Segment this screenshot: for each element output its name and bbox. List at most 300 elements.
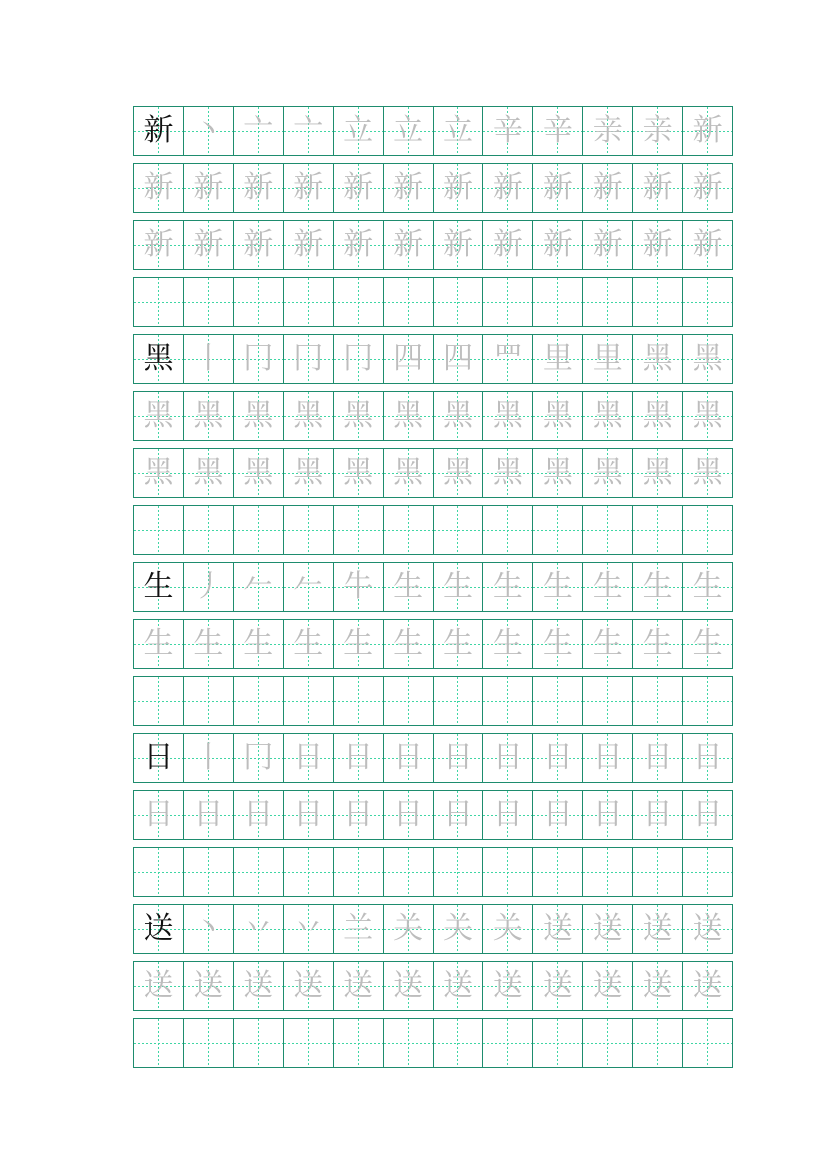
grid-cell[interactable] [433, 563, 483, 611]
grid-cell[interactable] [383, 962, 433, 1010]
grid-cell[interactable] [333, 563, 383, 611]
grid-cell[interactable] [682, 848, 732, 896]
trace-character: 生 [592, 569, 623, 604]
grid-cell[interactable] [582, 221, 632, 269]
grid-cell[interactable] [482, 905, 532, 953]
grid-cell[interactable] [682, 1019, 732, 1067]
trace-character: 丨 [193, 740, 224, 775]
grid-cell[interactable] [482, 962, 532, 1010]
grid-cell[interactable] [333, 1019, 383, 1067]
grid-cell[interactable] [682, 905, 732, 953]
grid-cell[interactable] [333, 392, 383, 440]
grid-cell[interactable] [632, 335, 682, 383]
grid-cell[interactable] [532, 563, 582, 611]
trace-character: 新 [293, 227, 324, 262]
trace-character: 生 [143, 626, 174, 661]
grid-cell[interactable] [233, 506, 283, 554]
grid-cell[interactable] [383, 734, 433, 782]
grid-cell[interactable] [134, 620, 183, 668]
grid-cell[interactable] [333, 677, 383, 725]
grid-cell[interactable] [632, 563, 682, 611]
grid-cell[interactable] [682, 221, 732, 269]
trace-character: 生 [193, 626, 224, 661]
grid-cell[interactable] [682, 734, 732, 782]
grid-cell[interactable] [582, 677, 632, 725]
grid-cell[interactable] [333, 962, 383, 1010]
grid-cell[interactable] [632, 107, 682, 155]
trace-character: 关 [442, 911, 473, 946]
grid-cell[interactable] [134, 791, 183, 839]
grid-cell[interactable] [183, 734, 233, 782]
grid-cell[interactable] [682, 677, 732, 725]
trace-character: 新 [143, 170, 174, 205]
grid-cell[interactable] [333, 791, 383, 839]
grid-cell[interactable] [283, 392, 333, 440]
trace-character: 黑 [542, 455, 573, 490]
grid-cell[interactable] [333, 449, 383, 497]
grid-cell[interactable] [283, 962, 333, 1010]
grid-cell[interactable] [682, 107, 732, 155]
grid-cell[interactable] [183, 1019, 233, 1067]
grid-cell[interactable] [582, 848, 632, 896]
grid-cell[interactable] [433, 734, 483, 782]
grid-cell[interactable] [183, 278, 233, 326]
grid-cell[interactable] [482, 620, 532, 668]
trace-character: 新 [592, 227, 623, 262]
practice-row [133, 961, 733, 1011]
grid-cell[interactable] [283, 848, 333, 896]
trace-character: 生 [642, 569, 673, 604]
grid-cell[interactable] [682, 278, 732, 326]
grid-cell[interactable] [532, 449, 582, 497]
grid-cell[interactable] [433, 962, 483, 1010]
grid-cell[interactable] [183, 107, 233, 155]
trace-character: 里 [592, 341, 623, 376]
grid-cell[interactable] [283, 449, 333, 497]
trace-character: 辛 [492, 113, 523, 148]
grid-cell[interactable] [183, 164, 233, 212]
trace-character: 新 [343, 227, 374, 262]
grid-cell[interactable] [532, 221, 582, 269]
grid-cell[interactable] [682, 392, 732, 440]
trace-character: 生 [692, 569, 723, 604]
grid-cell[interactable] [632, 392, 682, 440]
grid-cell[interactable] [632, 905, 682, 953]
grid-cell[interactable] [682, 791, 732, 839]
grid-cell[interactable] [582, 392, 632, 440]
grid-cell[interactable] [532, 677, 582, 725]
grid-cell[interactable] [134, 563, 183, 611]
trace-character: 亲 [642, 113, 673, 148]
grid-cell[interactable] [632, 620, 682, 668]
trace-character: 新 [542, 227, 573, 262]
grid-cell[interactable] [183, 449, 233, 497]
trace-character: 新 [393, 227, 424, 262]
grid-cell[interactable] [383, 164, 433, 212]
grid-cell[interactable] [582, 164, 632, 212]
grid-cell[interactable] [383, 563, 433, 611]
trace-character: 亠 [243, 113, 274, 148]
grid-cell[interactable] [233, 1019, 283, 1067]
trace-character: 送 [393, 968, 424, 1003]
grid-cell[interactable] [582, 278, 632, 326]
trace-character: 亲 [592, 113, 623, 148]
trace-character: 生 [542, 626, 573, 661]
grid-cell[interactable] [632, 164, 682, 212]
grid-cell[interactable] [532, 164, 582, 212]
grid-cell[interactable] [532, 905, 582, 953]
grid-cell[interactable] [383, 392, 433, 440]
grid-cell[interactable] [433, 278, 483, 326]
trace-character: 冂 [343, 341, 374, 376]
grid-cell[interactable] [183, 791, 233, 839]
trace-character: 𠂉 [293, 569, 324, 604]
grid-cell[interactable] [233, 620, 283, 668]
grid-cell[interactable] [283, 905, 333, 953]
trace-character: 黑 [592, 398, 623, 433]
grid-cell[interactable] [632, 449, 682, 497]
trace-character: 关 [492, 911, 523, 946]
grid-cell[interactable] [283, 107, 333, 155]
grid-cell[interactable] [582, 1019, 632, 1067]
trace-character: 日 [243, 797, 274, 832]
trace-character: 日 [692, 740, 723, 775]
grid-cell[interactable] [333, 107, 383, 155]
trace-character: 日 [592, 797, 623, 832]
model-character: 黑 [143, 341, 174, 376]
trace-character: 黑 [642, 341, 673, 376]
grid-cell[interactable] [433, 164, 483, 212]
trace-character: 黑 [393, 455, 424, 490]
grid-cell[interactable] [383, 791, 433, 839]
trace-character: 新 [592, 170, 623, 205]
practice-row [133, 391, 733, 441]
grid-cell[interactable] [134, 392, 183, 440]
grid-cell[interactable] [482, 278, 532, 326]
grid-cell[interactable] [233, 107, 283, 155]
grid-cell[interactable] [433, 449, 483, 497]
trace-character: 新 [243, 227, 274, 262]
trace-character: 日 [642, 797, 673, 832]
grid-cell[interactable] [482, 221, 532, 269]
trace-character: 送 [243, 968, 274, 1003]
trace-character: 生 [542, 569, 573, 604]
grid-cell[interactable] [632, 962, 682, 1010]
grid-cell[interactable] [134, 107, 183, 155]
grid-cell[interactable] [183, 848, 233, 896]
grid-cell[interactable] [433, 791, 483, 839]
grid-cell[interactable] [383, 278, 433, 326]
grid-cell[interactable] [482, 392, 532, 440]
grid-cell[interactable] [134, 506, 183, 554]
grid-cell[interactable] [333, 164, 383, 212]
grid-cell[interactable] [682, 563, 732, 611]
grid-cell[interactable] [482, 107, 532, 155]
grid-cell[interactable] [233, 677, 283, 725]
grid-cell[interactable] [134, 962, 183, 1010]
trace-character: 日 [343, 797, 374, 832]
grid-cell[interactable] [233, 278, 283, 326]
trace-character: 新 [642, 227, 673, 262]
grid-cell[interactable] [233, 563, 283, 611]
trace-character: 新 [692, 227, 723, 262]
trace-character: 罒 [492, 341, 523, 376]
grid-cell[interactable] [433, 506, 483, 554]
grid-cell[interactable] [333, 335, 383, 383]
grid-cell[interactable] [134, 677, 183, 725]
grid-cell[interactable] [383, 221, 433, 269]
grid-cell[interactable] [532, 335, 582, 383]
grid-cell[interactable] [482, 506, 532, 554]
grid-cell[interactable] [383, 335, 433, 383]
trace-character: 里 [542, 341, 573, 376]
grid-cell[interactable] [383, 506, 433, 554]
trace-character: 日 [293, 740, 324, 775]
grid-cell[interactable] [632, 278, 682, 326]
trace-character: 新 [442, 170, 473, 205]
grid-cell[interactable] [433, 677, 483, 725]
grid-cell[interactable] [582, 506, 632, 554]
grid-cell[interactable] [532, 734, 582, 782]
grid-cell[interactable] [183, 620, 233, 668]
grid-cell[interactable] [283, 791, 333, 839]
grid-cell[interactable] [333, 620, 383, 668]
grid-cell[interactable] [582, 905, 632, 953]
grid-cell[interactable] [682, 620, 732, 668]
grid-cell[interactable] [233, 164, 283, 212]
grid-cell[interactable] [183, 392, 233, 440]
grid-cell[interactable] [383, 107, 433, 155]
grid-cell[interactable] [582, 791, 632, 839]
grid-cell[interactable] [632, 1019, 682, 1067]
grid-cell[interactable] [582, 107, 632, 155]
trace-character: 立 [343, 113, 374, 148]
grid-cell[interactable] [433, 848, 483, 896]
grid-cell[interactable] [333, 848, 383, 896]
grid-cell[interactable] [183, 905, 233, 953]
grid-cell[interactable] [233, 905, 283, 953]
grid-cell[interactable] [433, 1019, 483, 1067]
grid-cell[interactable] [233, 221, 283, 269]
trace-character: 日 [193, 797, 224, 832]
grid-cell[interactable] [283, 563, 333, 611]
practice-row [133, 448, 733, 498]
grid-cell[interactable] [482, 335, 532, 383]
grid-cell[interactable] [383, 1019, 433, 1067]
grid-cell[interactable] [233, 335, 283, 383]
trace-character: 丶 [193, 911, 224, 946]
grid-cell[interactable] [134, 1019, 183, 1067]
grid-cell[interactable] [532, 620, 582, 668]
grid-cell[interactable] [482, 563, 532, 611]
trace-character: 送 [642, 968, 673, 1003]
practice-row [133, 619, 733, 669]
grid-cell[interactable] [134, 734, 183, 782]
grid-cell[interactable] [682, 164, 732, 212]
trace-character: 新 [343, 170, 374, 205]
grid-cell[interactable] [283, 1019, 333, 1067]
trace-character: 丷 [243, 911, 274, 946]
grid-cell[interactable] [383, 677, 433, 725]
grid-cell[interactable] [233, 392, 283, 440]
grid-cell[interactable] [433, 335, 483, 383]
trace-character: 黑 [692, 341, 723, 376]
model-character: 新 [143, 113, 174, 148]
trace-character: 黑 [692, 398, 723, 433]
trace-character: 送 [692, 968, 723, 1003]
grid-cell[interactable] [233, 791, 283, 839]
grid-cell[interactable] [582, 962, 632, 1010]
trace-character: 生 [592, 626, 623, 661]
trace-character: 冂 [243, 341, 274, 376]
grid-cell[interactable] [582, 563, 632, 611]
trace-character: 新 [193, 170, 224, 205]
trace-character: 黑 [343, 398, 374, 433]
trace-character: 冂 [243, 740, 274, 775]
grid-cell[interactable] [283, 221, 333, 269]
trace-character: 送 [592, 911, 623, 946]
grid-cell[interactable] [632, 848, 682, 896]
grid-cell[interactable] [283, 164, 333, 212]
grid-cell[interactable] [383, 848, 433, 896]
grid-cell[interactable] [183, 677, 233, 725]
grid-cell[interactable] [632, 677, 682, 725]
trace-character: 黑 [243, 455, 274, 490]
grid-cell[interactable] [333, 278, 383, 326]
grid-cell[interactable] [433, 620, 483, 668]
trace-character: 立 [393, 113, 424, 148]
grid-cell[interactable] [233, 848, 283, 896]
practice-row [133, 220, 733, 270]
grid-cell[interactable] [333, 506, 383, 554]
grid-cell[interactable] [532, 107, 582, 155]
trace-character: 四 [393, 341, 424, 376]
trace-character: 黑 [442, 455, 473, 490]
practice-row [133, 790, 733, 840]
grid-cell[interactable] [233, 734, 283, 782]
grid-cell[interactable] [383, 449, 433, 497]
grid-cell[interactable] [582, 335, 632, 383]
grid-cell[interactable] [183, 563, 233, 611]
grid-cell[interactable] [283, 278, 333, 326]
trace-character: 日 [293, 797, 324, 832]
grid-cell[interactable] [632, 221, 682, 269]
grid-cell[interactable] [532, 278, 582, 326]
grid-cell[interactable] [134, 164, 183, 212]
grid-cell[interactable] [433, 905, 483, 953]
grid-cell[interactable] [134, 335, 183, 383]
trace-character: 生 [393, 569, 424, 604]
trace-character: 生 [243, 626, 274, 661]
grid-cell[interactable] [532, 392, 582, 440]
grid-cell[interactable] [134, 221, 183, 269]
grid-cell[interactable] [482, 848, 532, 896]
trace-character: 丿 [193, 569, 224, 604]
grid-cell[interactable] [134, 278, 183, 326]
practice-row [133, 505, 733, 555]
grid-cell[interactable] [283, 677, 333, 725]
trace-character: 新 [143, 227, 174, 262]
trace-character: 送 [143, 968, 174, 1003]
trace-character: 新 [542, 170, 573, 205]
trace-character: 日 [343, 740, 374, 775]
grid-cell[interactable] [283, 506, 333, 554]
grid-cell[interactable] [333, 905, 383, 953]
grid-cell[interactable] [283, 335, 333, 383]
grid-cell[interactable] [183, 335, 233, 383]
trace-character: 黑 [642, 455, 673, 490]
trace-character: 四 [442, 341, 473, 376]
grid-cell[interactable] [532, 848, 582, 896]
grid-cell[interactable] [283, 620, 333, 668]
grid-cell[interactable] [183, 221, 233, 269]
grid-cell[interactable] [134, 449, 183, 497]
grid-cell[interactable] [482, 734, 532, 782]
grid-cell[interactable] [134, 905, 183, 953]
trace-character: 黑 [293, 398, 324, 433]
grid-cell[interactable] [482, 164, 532, 212]
grid-cell[interactable] [582, 620, 632, 668]
grid-cell[interactable] [482, 1019, 532, 1067]
grid-cell[interactable] [682, 506, 732, 554]
grid-cell[interactable] [682, 962, 732, 1010]
grid-cell[interactable] [482, 677, 532, 725]
trace-character: 送 [343, 968, 374, 1003]
trace-character: 生 [442, 569, 473, 604]
trace-character: 日 [442, 740, 473, 775]
trace-character: 黑 [193, 398, 224, 433]
trace-character: 黑 [542, 398, 573, 433]
grid-cell[interactable] [682, 449, 732, 497]
trace-character: 生 [492, 569, 523, 604]
model-character: 生 [143, 569, 174, 604]
practice-row [133, 106, 733, 156]
grid-cell[interactable] [532, 1019, 582, 1067]
grid-cell[interactable] [482, 449, 532, 497]
grid-cell[interactable] [632, 734, 682, 782]
grid-cell[interactable] [233, 449, 283, 497]
grid-cell[interactable] [532, 506, 582, 554]
grid-cell[interactable] [532, 962, 582, 1010]
grid-cell[interactable] [383, 620, 433, 668]
grid-cell[interactable] [333, 734, 383, 782]
trace-character: 送 [642, 911, 673, 946]
practice-row [133, 733, 733, 783]
grid-cell[interactable] [433, 392, 483, 440]
grid-cell[interactable] [134, 848, 183, 896]
trace-character: 黑 [642, 398, 673, 433]
grid-cell[interactable] [532, 791, 582, 839]
grid-cell[interactable] [183, 962, 233, 1010]
grid-cell[interactable] [333, 221, 383, 269]
grid-cell[interactable] [582, 734, 632, 782]
grid-cell[interactable] [283, 734, 333, 782]
grid-cell[interactable] [433, 107, 483, 155]
trace-character: 辛 [542, 113, 573, 148]
trace-character: 新 [492, 170, 523, 205]
grid-cell[interactable] [632, 791, 682, 839]
grid-cell[interactable] [482, 791, 532, 839]
grid-cell[interactable] [233, 962, 283, 1010]
trace-character: 立 [442, 113, 473, 148]
grid-cell[interactable] [632, 506, 682, 554]
grid-cell[interactable] [682, 335, 732, 383]
grid-cell[interactable] [183, 506, 233, 554]
trace-character: 黑 [393, 398, 424, 433]
grid-cell[interactable] [582, 449, 632, 497]
grid-cell[interactable] [433, 221, 483, 269]
grid-cell[interactable] [383, 905, 433, 953]
